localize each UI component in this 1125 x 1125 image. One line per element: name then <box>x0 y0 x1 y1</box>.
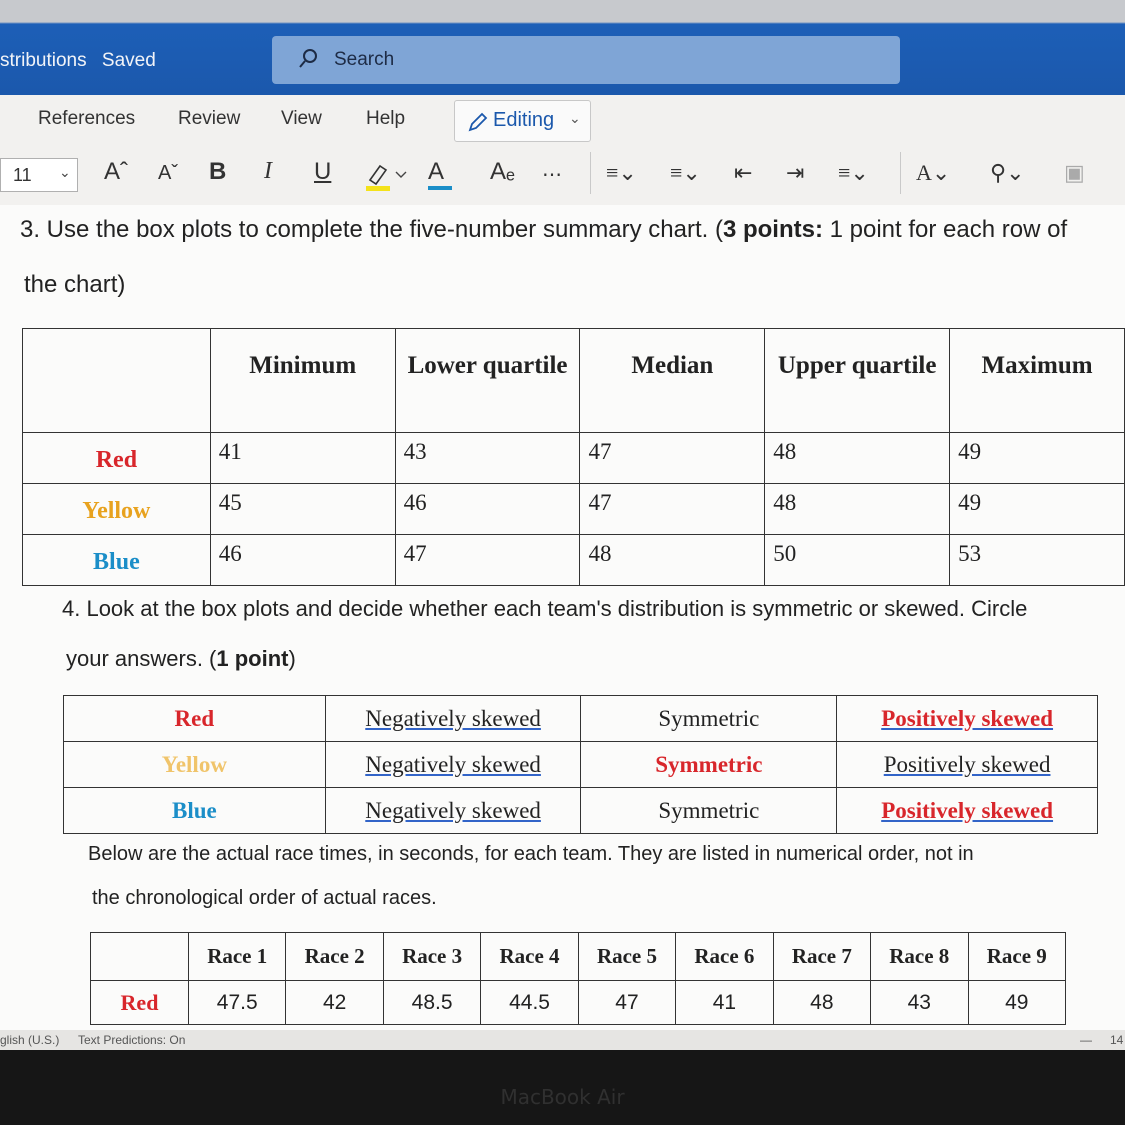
toolbar-separator <box>900 152 901 194</box>
selected-answer: Positively skewed <box>881 797 1054 823</box>
table-row <box>23 535 1125 586</box>
table-header-row <box>91 933 1066 981</box>
search-box[interactable] <box>272 36 900 84</box>
table-cell[interactable]: 53 <box>950 535 1125 586</box>
tab-help[interactable]: Help <box>366 108 406 129</box>
corner-cell <box>23 329 211 433</box>
bold-icon[interactable]: B <box>209 158 227 185</box>
q3-points: 3 points: <box>722 216 823 243</box>
selected-answer: Positively skewed <box>881 705 1054 731</box>
toolbar-separator <box>590 152 591 194</box>
option-text: Negatively skewed <box>365 705 541 731</box>
zoom-out-icon[interactable]: — <box>1080 1033 1092 1047</box>
table-cell[interactable]: 43 <box>395 433 580 484</box>
header-upper-quartile: Upper quartile <box>765 329 950 433</box>
status-bar <box>0 1030 1125 1050</box>
table-cell[interactable]: 47 <box>578 981 675 1025</box>
table-cell[interactable]: 49 <box>950 484 1125 535</box>
numbering-icon[interactable]: ≡⌄ <box>670 160 701 185</box>
table-cell[interactable]: 48.5 <box>383 981 480 1025</box>
question-3 <box>20 216 1067 244</box>
header-minimum: Minimum <box>210 329 395 433</box>
selected-answer: Symmetric <box>655 751 763 777</box>
header-race: Race 9 <box>968 933 1066 981</box>
pencil-icon <box>467 111 489 133</box>
q4-text: your answers. ( <box>66 646 217 671</box>
italic-icon[interactable]: I <box>264 158 272 184</box>
tab-view[interactable]: View <box>281 108 322 129</box>
row-label-red: Red <box>91 981 189 1025</box>
font-size-select[interactable] <box>0 158 78 192</box>
table-cell[interactable]: 41 <box>676 981 773 1025</box>
row-label-yellow: Yellow <box>64 742 326 788</box>
bullets-icon[interactable]: ≡⌄ <box>606 160 637 185</box>
table-cell[interactable]: 48 <box>765 484 950 535</box>
table-cell[interactable]: 47 <box>580 484 765 535</box>
font-color-icon[interactable]: A <box>428 158 444 186</box>
option-positively-skewed[interactable] <box>837 788 1098 834</box>
intro-line-2: the chronological order of actual races. <box>92 887 437 909</box>
header-race: Race 4 <box>481 933 578 981</box>
bezel-brand-label: MacBook Air <box>500 1085 625 1109</box>
highlight-icon[interactable] <box>366 160 408 199</box>
table-cell[interactable]: 48 <box>773 981 870 1025</box>
dictate-icon[interactable]: ▣ <box>1064 160 1085 185</box>
option-negatively-skewed[interactable] <box>325 696 581 742</box>
option-positively-skewed[interactable] <box>837 742 1098 788</box>
styles-icon[interactable]: A⌄ <box>916 160 951 185</box>
table-cell[interactable]: 44.5 <box>481 981 578 1025</box>
row-label-red: Red <box>23 433 211 484</box>
row-label-blue: Blue <box>64 788 326 834</box>
q4-points: 1 point <box>216 646 289 671</box>
header-race: Race 3 <box>383 933 480 981</box>
option-symmetric[interactable] <box>581 696 837 742</box>
intro-line-1: Below are the actual race times, in seconds, for each team. They are listed in numerical order, not in <box>88 843 974 865</box>
table-cell[interactable]: 46 <box>395 484 580 535</box>
header-race: Race 5 <box>578 933 675 981</box>
table-cell[interactable]: 49 <box>968 981 1066 1025</box>
header-race: Race 1 <box>189 933 286 981</box>
shrink-font-icon[interactable]: Aˇ <box>158 162 178 184</box>
table-cell[interactable]: 47.5 <box>189 981 286 1025</box>
table-cell[interactable]: 41 <box>210 433 395 484</box>
font-size-value: 11 <box>13 165 32 185</box>
table-cell[interactable]: 48 <box>765 433 950 484</box>
option-negatively-skewed[interactable] <box>325 742 581 788</box>
table-row <box>64 696 1098 742</box>
language-status[interactable]: glish (U.S.) <box>0 1033 60 1047</box>
table-cell[interactable]: 45 <box>210 484 395 535</box>
race-times-table <box>90 932 1066 1025</box>
text-predictions-status[interactable]: Text Predictions: On <box>78 1033 186 1047</box>
option-symmetric[interactable] <box>581 788 837 834</box>
editing-label: Editing <box>493 109 555 131</box>
option-text: Positively skewed <box>883 751 1051 777</box>
q3-rest: 1 point for each row of <box>822 216 1068 243</box>
q4-end: ) <box>288 646 296 671</box>
option-text: Symmetric <box>658 705 760 731</box>
five-number-summary-table <box>22 328 1125 586</box>
chevron-down-icon: ⌄ <box>59 165 71 181</box>
save-status: Saved <box>101 50 156 71</box>
skew-table <box>63 695 1098 834</box>
row-label-red: Red <box>64 696 326 742</box>
option-negatively-skewed[interactable] <box>325 788 581 834</box>
find-icon[interactable]: ⚲⌄ <box>990 160 1025 185</box>
table-row <box>91 981 1066 1025</box>
option-symmetric[interactable] <box>581 742 837 788</box>
more-icon[interactable]: ⋯ <box>542 164 562 186</box>
title-bar <box>0 0 1125 95</box>
editing-mode-button[interactable] <box>454 100 591 142</box>
table-cell[interactable]: 43 <box>871 981 968 1025</box>
table-cell[interactable]: 48 <box>580 535 765 586</box>
row-label-blue: Blue <box>23 535 211 586</box>
question-3-line2: the chart) <box>24 271 126 298</box>
header-median: Median <box>580 329 765 433</box>
search-placeholder: Search <box>334 49 395 70</box>
header-race: Race 8 <box>871 933 968 981</box>
align-icon[interactable]: ≡⌄ <box>838 160 869 185</box>
table-cell[interactable]: 42 <box>286 981 383 1025</box>
search-icon <box>298 48 318 70</box>
table-cell[interactable]: 47 <box>395 535 580 586</box>
tab-review[interactable]: Review <box>178 108 241 129</box>
underline-icon[interactable]: U <box>314 158 332 185</box>
option-positively-skewed[interactable] <box>837 696 1098 742</box>
table-cell[interactable]: 47 <box>580 433 765 484</box>
header-race: Race 6 <box>676 933 773 981</box>
grow-font-icon[interactable]: Aˆ <box>104 158 128 185</box>
table-header-row <box>23 329 1125 433</box>
clear-format-icon[interactable]: Aₑ <box>490 158 515 185</box>
corner-cell <box>91 933 189 981</box>
question-4-line2 <box>66 646 296 672</box>
header-race: Race 7 <box>773 933 870 981</box>
option-text: Negatively skewed <box>365 751 541 777</box>
table-row <box>64 742 1098 788</box>
option-text: Negatively skewed <box>365 797 541 823</box>
table-row <box>23 484 1125 535</box>
header-lower-quartile: Lower quartile <box>395 329 580 433</box>
option-text: Symmetric <box>658 797 760 823</box>
tab-references[interactable]: References <box>38 108 136 129</box>
table-row <box>23 433 1125 484</box>
table-cell[interactable]: 49 <box>950 433 1125 484</box>
increase-indent-icon[interactable]: ⇥ <box>786 160 805 185</box>
document-title[interactable] <box>0 50 156 72</box>
header-maximum: Maximum <box>950 329 1125 433</box>
header-race: Race 2 <box>286 933 383 981</box>
row-label-yellow: Yellow <box>23 484 211 535</box>
decrease-indent-icon[interactable]: ⇤ <box>734 160 753 185</box>
question-4: 4. Look at the box plots and decide whether each team's distribution is symmetric or skewed. Circle <box>62 596 1028 621</box>
zoom-level[interactable]: 14 <box>1110 1033 1124 1047</box>
table-row <box>64 788 1098 834</box>
chevron-down-icon: ⌄ <box>569 111 581 127</box>
doc-title-text: stributions <box>0 50 87 71</box>
table-cell[interactable]: 46 <box>210 535 395 586</box>
table-cell[interactable]: 50 <box>765 535 950 586</box>
q3-text: 3. Use the box plots to complete the five-number summary chart. ( <box>20 216 723 243</box>
